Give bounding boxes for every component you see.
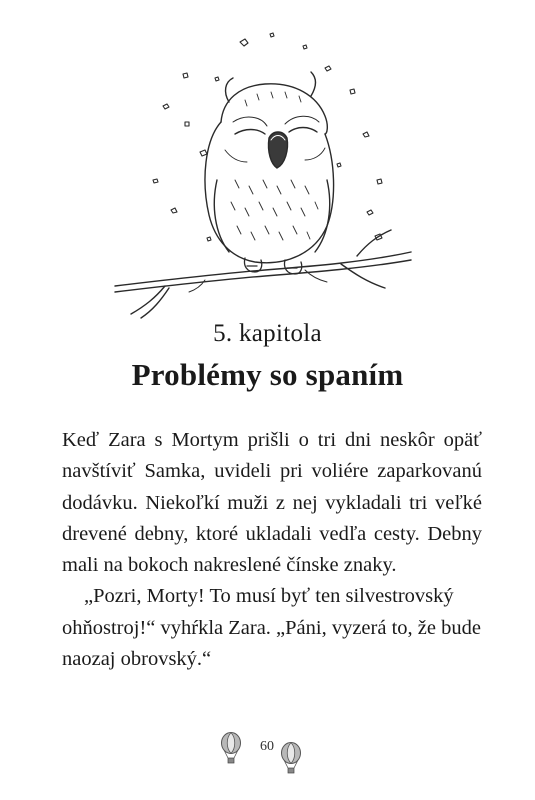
branch [115,230,411,318]
chapter-title: Problémy so spaním [131,357,404,392]
chapter-body [62,425,482,675]
owl-body [205,72,334,263]
paragraph-1: Keď Zara s Mortym prišli o tri dni neskôr opäť navštíviť Samka, uvideli pri voliére zaparkovanú dodávku. Niekoľkí muži z nej vykladali tri veľké drevené debny, ktoré ukladali vedľa cesty. Debny mali na bokoch nakreslené čínske znaky. [62,429,482,577]
owl-illustration [105,30,425,320]
hot-air-balloon-icon [280,742,302,778]
page-footer [0,728,535,778]
chapter-number: 5. kapitola [213,320,322,347]
snowflakes [153,33,382,241]
hot-air-balloon-icon [220,732,242,768]
page-number: 60 [260,739,274,754]
paragraph-2: „Pozri, Morty! To musí byť ten silvestrovský ohňostroj!“ vyhŕkla Zara. „Páni, vyzerá to, že bude naozaj obrovský.“ [62,585,481,671]
